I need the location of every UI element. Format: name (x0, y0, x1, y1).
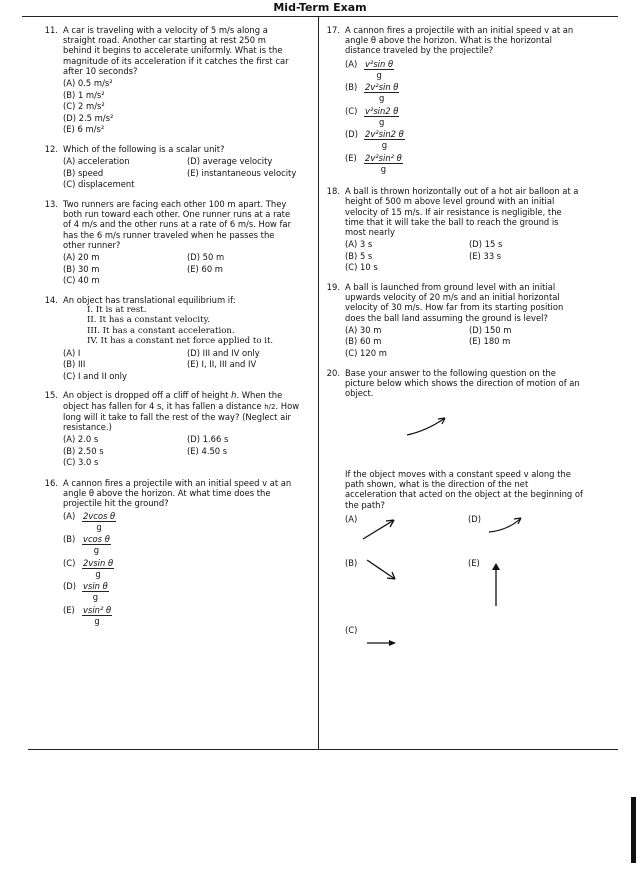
question-number: 16. (44, 477, 58, 488)
question-number: 12. (44, 143, 58, 154)
question-17 (326, 25, 610, 176)
option-e[interactable] (63, 605, 315, 629)
option-c[interactable]: (C) 40 m (63, 275, 100, 286)
denominator: g (95, 568, 101, 579)
numerator: v²sin θ (365, 58, 394, 69)
denominator: g (380, 163, 387, 174)
numerator: 2v²sin2 θ (365, 129, 404, 140)
numerator: 2v²sin θ (365, 82, 399, 93)
denominator: g (96, 521, 102, 532)
question-19 (326, 281, 610, 360)
question-15 (44, 390, 315, 469)
fraction (364, 59, 394, 83)
question-14 (44, 294, 315, 383)
bottom-rule (28, 749, 618, 750)
fraction (364, 82, 399, 106)
option-d[interactable]: (D) 15 s (469, 239, 503, 250)
option-a[interactable]: (A) 30 m (345, 324, 382, 335)
option-e[interactable] (345, 153, 610, 177)
option-d[interactable] (345, 129, 610, 153)
fraction (82, 581, 109, 605)
option-e[interactable]: (E) instantaneous velocity (187, 167, 297, 178)
question-stem: A cannon fires a projectile with an initial speed v at an angle θ above the horizon. At what time does the projectile hit the ground? (63, 477, 292, 509)
question-stem (63, 390, 315, 432)
option-label: (E) (345, 152, 357, 163)
option-c[interactable]: (C) 2 m/s² (63, 101, 105, 112)
fraction (364, 129, 405, 153)
option-b[interactable] (63, 534, 315, 558)
arrow-up-icon[interactable] (490, 560, 502, 610)
option-a[interactable]: (A) acceleration (63, 156, 130, 167)
stem-part: An object is dropped off a cliff of height (63, 390, 232, 401)
question-number: 14. (44, 294, 58, 305)
option-b[interactable]: (B) 30 m (63, 263, 100, 274)
option-b[interactable] (345, 82, 610, 106)
question-12 (44, 143, 315, 191)
numerator: 2vcos θ (83, 510, 116, 521)
denominator: g (381, 140, 388, 151)
question-number: 13. (44, 198, 58, 209)
option-c[interactable]: (C) 10 s (345, 262, 378, 273)
option-d[interactable]: (D) 150 m (469, 324, 512, 335)
fraction (364, 106, 399, 130)
numerator: 2v²sin² θ (365, 152, 402, 163)
stem-part: . How long will it take to fall the rest of the way? (Neglect air resistance.) (63, 400, 300, 432)
statement-ii: II. It has a constant velocity. (87, 315, 211, 326)
option-e[interactable]: (E) 4.50 s (187, 445, 228, 456)
column-divider (318, 17, 319, 750)
option-label: (C) (345, 105, 358, 116)
arrow-down-right-icon[interactable] (364, 557, 400, 583)
arrow-right-icon[interactable] (366, 638, 398, 648)
variable-h: h (231, 390, 237, 401)
option-c[interactable] (63, 558, 315, 582)
option-a-label[interactable]: (A) (345, 514, 358, 524)
question-stem: Base your answer to the following question on the picture below which shows the direction of motion of an object. (345, 367, 580, 398)
question-number: 20. (326, 367, 340, 378)
option-d[interactable] (63, 581, 315, 605)
option-label: (B) (63, 534, 76, 545)
question-13 (44, 198, 315, 287)
statement-i: I. It is at rest. (87, 304, 147, 315)
option-b[interactable]: (B) speed (63, 167, 104, 178)
option-d-label[interactable]: (D) (468, 514, 481, 524)
option-e[interactable]: (E) 33 s (469, 250, 502, 261)
option-label: (D) (63, 581, 76, 592)
question-stem: A cannon fires a projectile with an initial speed v at an angle θ above the horizon. What is the horizontal distance traveled by the projectile? (345, 25, 574, 56)
fraction (82, 605, 112, 629)
question-stem-2: If the object moves with a constant speed v along the path shown, what is the direction of the net acceleration that acted on the object at the beginning of the path? (345, 469, 583, 510)
curved-arrow-icon[interactable] (487, 514, 527, 536)
scan-edge-mark (631, 797, 636, 863)
question-number: 19. (326, 281, 340, 292)
fraction (82, 558, 114, 582)
arrow-up-right-icon[interactable] (360, 517, 400, 543)
denominator: g (376, 69, 382, 80)
question-stem: Which of the following is a scalar unit? (63, 143, 225, 154)
question-stem: A car is traveling with a velocity of 5 m/s along a straight road. Another car starting at rest 250 m behind it begins to accelerate uniformly. What is the magnitude of its acceleration if it catches the first car after 10 seconds? (63, 25, 289, 76)
left-column (44, 25, 315, 628)
option-e[interactable]: (E) 6 m/s² (63, 124, 105, 135)
fraction (364, 153, 403, 177)
page-title: Mid-Term Exam (273, 1, 367, 14)
option-c[interactable]: (C) displacement (63, 179, 135, 190)
question-stem: A ball is launched from ground level with an initial upwards velocity of 20 m/s and an initial horizontal velocity of 30 m/s. How far from its starting position does the ball land assuming the ground is level? (345, 281, 564, 323)
question-20-continued (345, 469, 610, 510)
option-c[interactable]: (C) 3.0 s (63, 457, 99, 468)
statement-iv: IV. It has a constant net force applied to it. (87, 336, 274, 347)
denominator: g (379, 93, 385, 104)
option-a[interactable]: (A) 3 s (345, 239, 373, 250)
option-e[interactable]: (E) 180 m (469, 336, 511, 347)
statement-iii: III. It has a constant acceleration. (87, 325, 235, 336)
option-a[interactable] (63, 511, 315, 535)
option-label: (A) (345, 58, 358, 69)
option-d[interactable]: (D) III and IV only (187, 347, 260, 358)
option-label: (B) (345, 82, 358, 93)
question-stem: A ball is thrown horizontally out of a hot air balloon at a height of 500 m above level ground with an initial velocity of 15 m/s. If air resistance is negligible, the time that it will take the ball to reach the ground is most nearly (345, 186, 579, 237)
denominator: g (94, 615, 100, 626)
question-number: 11. (44, 25, 58, 35)
option-c[interactable] (345, 106, 610, 130)
question-11 (44, 25, 315, 136)
option-a[interactable]: (A) I (63, 347, 81, 358)
option-b[interactable]: (B) 1 m/s² (63, 89, 105, 100)
option-c[interactable]: (C) 120 m (345, 347, 387, 358)
option-b-label[interactable]: (B) (345, 558, 358, 568)
option-a[interactable]: (A) 0.5 m/s² (63, 78, 113, 89)
option-label: (E) (63, 604, 75, 615)
option-b[interactable]: (B) 5 s (345, 250, 373, 261)
question-16 (44, 477, 315, 628)
option-label: (C) (63, 557, 76, 568)
fraction (82, 534, 111, 558)
right-column (326, 25, 610, 398)
top-rule (22, 16, 618, 17)
option-e[interactable]: (E) 60 m (187, 263, 223, 274)
question-18 (326, 186, 610, 274)
denominator: g (379, 116, 385, 127)
numerator: vsin² θ (83, 604, 112, 615)
option-b[interactable]: (B) III (63, 359, 86, 370)
question-number: 15. (44, 390, 58, 401)
question-stem: Two runners are facing each other 100 m apart. They both run toward each other. One runner runs at a rate of 4 m/s and the other runs at a rate of 6 m/s. How far has the 6 m/s runner traveled when he passes the other runner? (63, 198, 292, 250)
stem-part: . When the object has fallen for 4 s, it has fallen a distance (63, 390, 283, 411)
numerator: 2vsin θ (83, 557, 114, 568)
option-b[interactable]: (B) 2.50 s (63, 445, 104, 456)
numerator: v²sin2 θ (365, 105, 399, 116)
option-d[interactable]: (D) average velocity (187, 156, 273, 167)
denominator: g (92, 592, 99, 603)
question-number: 18. (326, 186, 340, 197)
option-a[interactable] (345, 59, 610, 83)
question-number: 17. (326, 25, 340, 35)
numerator: vsin θ (83, 581, 108, 592)
option-e-label[interactable]: (E) (468, 558, 480, 568)
option-label: (A) (63, 510, 76, 521)
option-a[interactable]: (A) 20 m (63, 251, 100, 262)
denominator: g (93, 545, 100, 556)
motion-path-figure (405, 410, 451, 440)
question-stem: An object has translational equilibrium if: (63, 294, 236, 305)
question-20 (326, 367, 610, 399)
option-d[interactable]: (D) 1.66 s (187, 434, 229, 445)
option-c[interactable]: (C) I and II only (63, 370, 127, 381)
option-d[interactable]: (D) 50 m (187, 251, 225, 262)
option-b[interactable]: (B) 60 m (345, 336, 382, 347)
option-d[interactable]: (D) 2.5 m/s² (63, 112, 114, 123)
option-e[interactable]: (E) I, II, III and IV (187, 359, 257, 370)
option-c-label[interactable]: (C) (345, 625, 358, 635)
numerator: vcos θ (83, 534, 110, 545)
fraction (82, 511, 116, 535)
half-h-fraction: h/2 (264, 402, 276, 411)
curved-path (407, 418, 445, 435)
option-label: (D) (345, 129, 358, 140)
option-a[interactable]: (A) 2.0 s (63, 434, 99, 445)
